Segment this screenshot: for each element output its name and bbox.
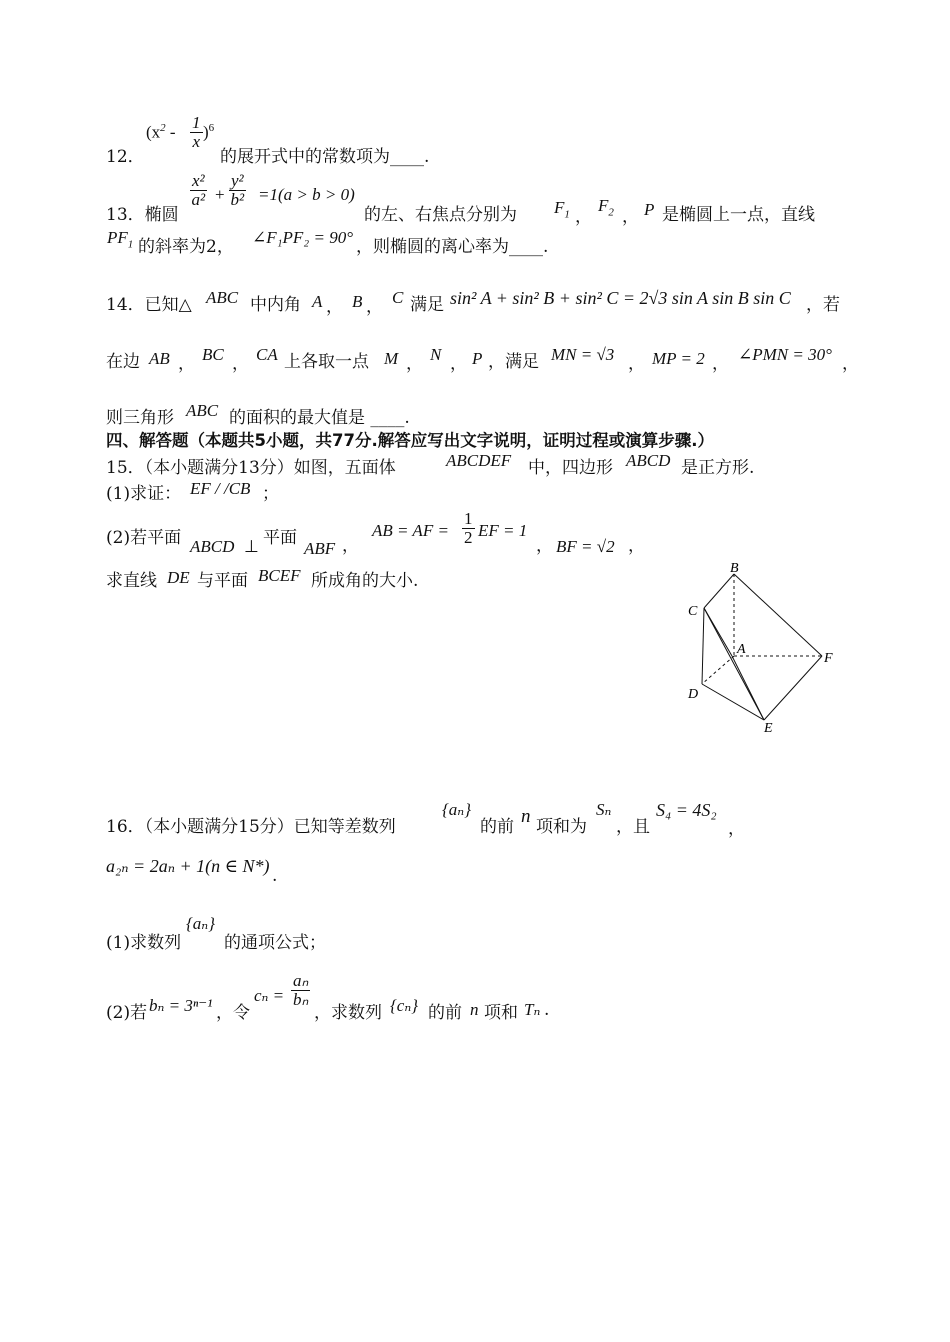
q16-Tn: Tₙ (524, 1000, 541, 1019)
edge-CD (702, 608, 704, 684)
q16-Sn: Sₙ (596, 800, 612, 819)
edge-BC (704, 574, 734, 608)
edge-C-mid (704, 608, 732, 656)
q16-n: n (521, 806, 531, 827)
q14-P: P (472, 349, 483, 368)
q15-ABCD: ABCD (626, 451, 671, 470)
q16-part-1-set: {aₙ} (186, 914, 215, 933)
edge-EF (764, 656, 822, 720)
q14-line-3-start: 则三角形 (106, 408, 174, 428)
label-A: A (737, 642, 746, 657)
q15-line-4-end: 所成角的大小. (311, 571, 419, 591)
q14-line-2-text-3: ，满足 (488, 352, 539, 372)
q16-cn-left: cₙ = (254, 986, 285, 1005)
label-B: B (730, 561, 739, 576)
q15-text-3: 是正方形. (681, 458, 755, 478)
q15-plane-ABCD: ABCD (190, 537, 235, 556)
q16-part-1-label: (1)求数列 (106, 933, 182, 953)
q12-formula: ($x^2$ - (146, 122, 176, 142)
q15-perp: ⊥ (244, 537, 259, 556)
q16-line-1: 16．（本小题满分15分）已知等差数列 (106, 817, 396, 837)
q16-bn: bₙ = 3ⁿ⁻¹ (149, 996, 213, 1015)
q14-MN: MN = √3 (551, 345, 615, 364)
q15-BCEF: BCEF (258, 566, 301, 585)
q13-text-4: ，则椭圆的离心率为____. (356, 237, 549, 257)
q14-line-2-text: 上各取一点 (284, 352, 369, 372)
q15-part-1-label: (1)求证： (106, 484, 182, 504)
q12-text: 的展开式中的常数项为____. (220, 147, 430, 167)
document-page: ($x^2$ - $\frac{1}{x}$ )$^6$ 12． 的展开式中的常数项为____. 13．椭圆 $\frac{\text{x²}}{\text{a²}}$ + $\frac{\text{y²}}{\text{b²}}$ =1(a > b > 0) 的左、右焦点分别为 $F_1$ ， $F_2$ ， P 是椭圆上一点，直线 $PF_1$ 的斜率为2， ∠F₁PF₂ = 90° ，则椭圆的离心率为____. 14．已知△ ABC 中内角 A ， B ， C 满足 sin² A + sin² B + sin² C = 2√3 sin A sin B sin C ，若 在边 AB ， BC ， CA 上各取一点 M ， N ， P ，满足 MN = √3 ， MP = 2 ， ∠PMN = 30° ， 则三角形 ABC 的面积的最大值是 ____. 四、解答题（本题共5小题，共77分.解答应写出文字说明，证明过程或演算步骤.） 15．（本小题满分13分）如图，五面体 ABCDEF 中，四边形 ABCD 是正方形. (1)求证： EF / /CB ； (2)若平面 ABCD ⊥ 平面 ABF ， AB = AF = $\frac{1}{2}$ EF = 1 ， BF = √2 ， 求直线 DE 与平面 BCEF 所成角的大小. B C A F D E 16．（本小题满分15分）已知等差数列 {aₙ} 的前 n 项和为 Sₙ ，且 S₄ = 4S₂ ， a₂ₙ = 2aₙ + 1(n ∈ N*) . (1)求数列 {aₙ} 的通项公式； (2)若 bₙ = 3ⁿ⁻¹ ，令 cₙ = $\frac{\text{aₙ}}{\text{bₙ}}$ ，求数列 {cₙ} 的前 n 项和 Tₙ . (0, 0, 950, 1342)
q14-text-3: 满足 (410, 295, 444, 315)
q15-text-2: 中，四边形 (528, 458, 613, 478)
q16-part-2-text-2: ，求数列 (314, 1003, 382, 1023)
q14-BC: BC (202, 345, 224, 364)
q16-part-2-end: . (544, 1000, 550, 1020)
q12-formula-close: )$^6$ (203, 122, 215, 142)
q16-recurrence: a₂ₙ = 2aₙ + 1(n ∈ N*) (106, 856, 270, 876)
q14-CA: CA (256, 345, 278, 364)
q15-part-1-end: ； (262, 484, 279, 504)
q13-PF1: $PF_1$ (107, 228, 134, 251)
q16-part-2-text-3: 的前 (428, 1003, 462, 1023)
q16-part-2-text-1: ，令 (216, 1003, 250, 1023)
q14-AB: AB (149, 349, 170, 368)
q15-part-1-formula: EF / /CB (190, 479, 251, 498)
pentahedron-figure (680, 560, 840, 740)
q13-F1: $F_1$ (554, 198, 570, 221)
q16-text-4: ，且 (616, 817, 650, 837)
q15-line-4-text: 与平面 (197, 571, 248, 591)
q15-line-4-start: 求直线 (106, 571, 157, 591)
q13-plus: + (215, 185, 225, 204)
q16-text-3: 项和为 (536, 817, 587, 837)
q13-P: P (644, 200, 655, 219)
edge-BF (734, 574, 822, 656)
q14-M: M (384, 349, 399, 368)
q13-text-2: 是椭圆上一点，直线 (662, 205, 815, 225)
q14-line-3-text: 的面积的最大值是 ____. (229, 408, 410, 428)
q13-text-1: 的左、右焦点分别为 (364, 205, 517, 225)
q12-number: 12． (106, 147, 145, 167)
q15-half-fraction: $\frac{1}{2}$ (464, 509, 473, 547)
q15-part-2-end: ， (628, 536, 645, 556)
q16-part-2-n: n (470, 1000, 479, 1019)
q15-condition-1b: EF = 1 (478, 521, 528, 540)
q15-condition-2: BF = √2 (556, 537, 615, 556)
q14-MP: MP = 2 (652, 349, 705, 368)
q13-angle: ∠F₁PF₂ = 90° (252, 228, 353, 247)
label-C: C (688, 604, 698, 619)
q15-ABCDEF: ABCDEF (446, 451, 512, 470)
q16-part-1-text: 的通项公式； (224, 933, 326, 953)
q14-C: C (392, 288, 404, 307)
q16-line-2-end: . (272, 866, 278, 886)
q14-A: A (312, 292, 323, 311)
q13-frac-y: $\frac{\text{y²}}{\text{b²}}$ (230, 171, 245, 209)
label-D: D (688, 687, 699, 702)
q14-text-4: ，若 (806, 295, 840, 315)
q13-F2: $F_2$ (598, 196, 614, 219)
label-E: E (764, 721, 773, 736)
q16-an-set: {aₙ} (442, 800, 471, 819)
q15-condition-1: AB = AF = (372, 521, 449, 540)
q13-equation-rest: =1(a > b > 0) (258, 185, 355, 204)
label-F: F (824, 651, 833, 666)
q12-fraction: $\frac{1}{x}$ (192, 113, 201, 151)
q15-line-1: 15．（本小题满分13分）如图，五面体 (106, 458, 396, 478)
q14-text-2: 中内角 (250, 295, 301, 315)
q14-B: B (352, 292, 363, 311)
q14-line-1: 14．已知△ (106, 295, 192, 315)
q16-cn-fraction: $\frac{\text{aₙ}}{\text{bₙ}}$ (293, 971, 309, 1009)
hidden-edge-AD (702, 656, 734, 684)
section-4-heading: 四、解答题（本题共5小题，共77分.解答应写出文字说明，证明过程或演算步骤.） (106, 431, 714, 450)
q13-comma: ， (575, 207, 592, 227)
q15-plane-ABF: ABF (304, 539, 336, 558)
q16-part-2-label: (2)若 (106, 1003, 148, 1023)
q13-text-3: 的斜率为2， (138, 237, 234, 257)
q14-ABC: ABC (206, 288, 239, 307)
q15-DE: DE (167, 568, 190, 587)
q14-condition: sin² A + sin² B + sin² C = 2√3 sin A sin B sin C (450, 288, 791, 308)
q16-part-2-text-4: 项和 (484, 1003, 518, 1023)
q15-part-2-label: (2)若平面 (106, 528, 182, 548)
q13-number: 13．椭圆 (106, 205, 179, 225)
q16-text-5: ， (728, 819, 745, 839)
q14-line-2-start: 在边 (106, 352, 140, 372)
q16-cn-set: {cₙ} (390, 996, 419, 1015)
q13-frac-x: $\frac{\text{x²}}{\text{a²}}$ (191, 171, 206, 209)
q14-PMN: ∠PMN = 30° (738, 345, 832, 364)
q14-line-3-ABC: ABC (186, 401, 219, 420)
q16-text-2: 的前 (480, 817, 514, 837)
q14-N: N (430, 345, 442, 364)
q15-plane-text: 平面 (263, 528, 297, 548)
q16-S4: S₄ = 4S₂ (656, 800, 717, 820)
